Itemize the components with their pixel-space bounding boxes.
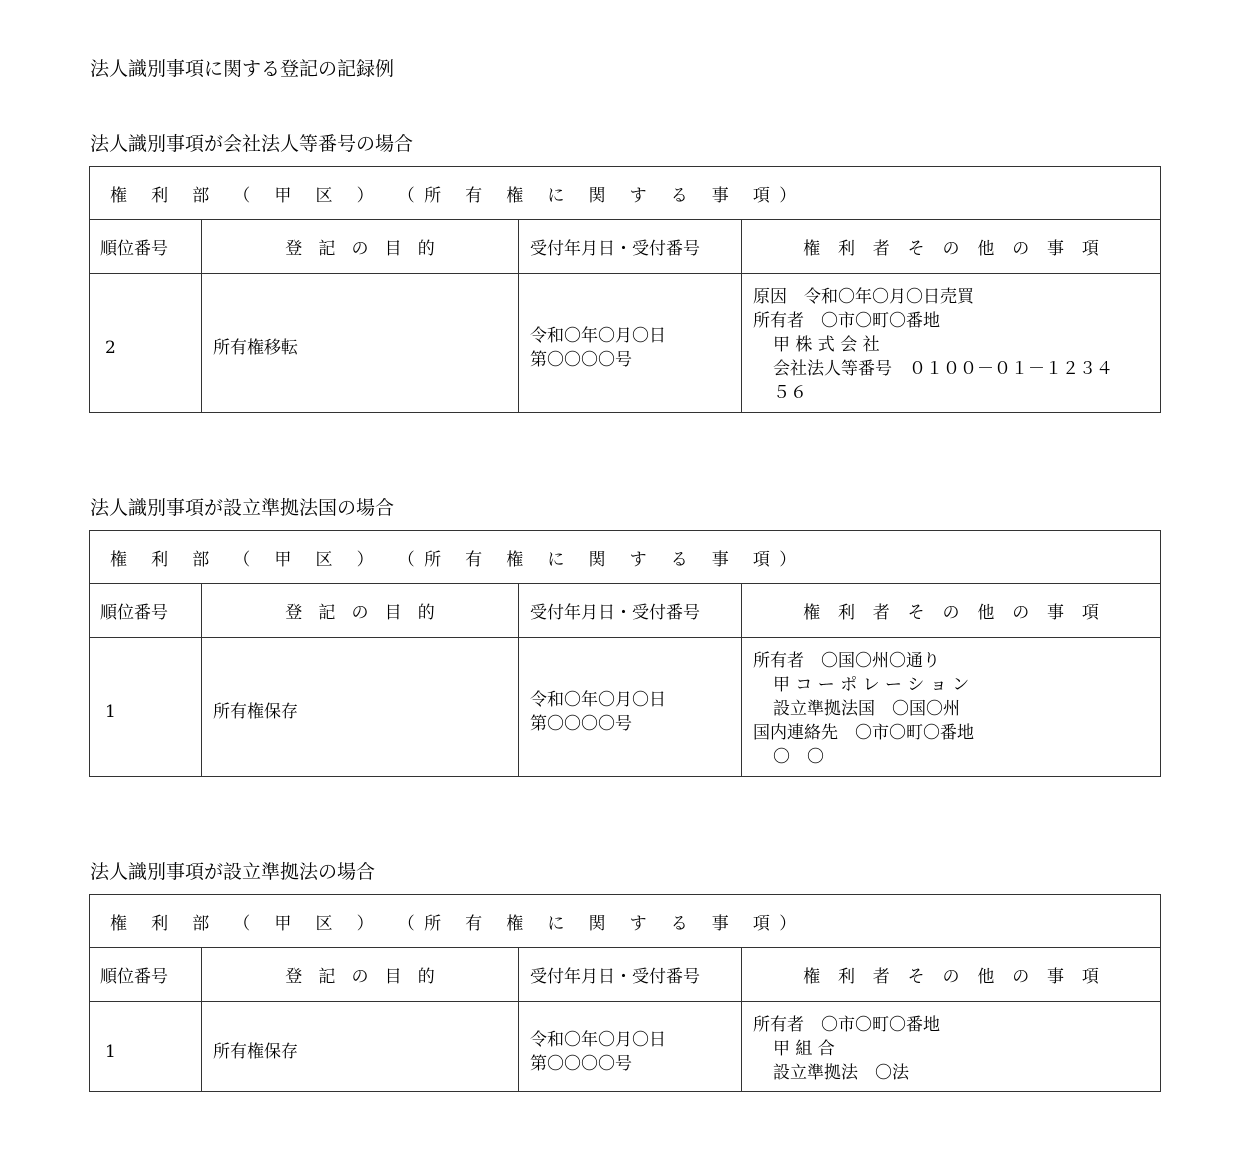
other-cell	[742, 638, 1161, 777]
section-title-governing-law: 法人識別事項が設立準拠法の場合	[90, 861, 376, 883]
other-line: 国内連絡先 〇市〇町〇番地	[753, 723, 974, 743]
col-header-purpose: 登記の目的	[202, 220, 519, 274]
other-line: 会社法人等番号 ０１００－０１－１２３４	[773, 359, 1113, 379]
register-table-corporate-number	[89, 166, 1161, 413]
register-table-governing-law	[89, 894, 1161, 1092]
rank-cell: 2	[90, 274, 202, 413]
col-header-other: 権利者その他の事項	[742, 584, 1161, 638]
col-header-rank: 順位番号	[90, 584, 202, 638]
other-line: 甲 株 式 会 社	[773, 335, 880, 355]
other-line: 設立準拠法 〇法	[773, 1062, 909, 1083]
other-cell	[742, 1002, 1161, 1092]
sheet-header: 権 利 部 （ 甲 区 ） （所 有 権 に 関 す る 事 項）	[90, 895, 1161, 948]
other-line: ５６	[773, 383, 807, 403]
col-header-receipt: 受付年月日・受付番号	[519, 220, 742, 274]
receipt-number: 第〇〇〇〇号	[530, 714, 632, 734]
col-header-purpose: 登記の目的	[202, 584, 519, 638]
receipt-number: 第〇〇〇〇号	[530, 1053, 632, 1074]
col-header-receipt: 受付年月日・受付番号	[519, 584, 742, 638]
col-header-rank: 順位番号	[90, 220, 202, 274]
purpose-cell: 所有権保存	[202, 1002, 519, 1092]
col-header-other: 権利者その他の事項	[742, 220, 1161, 274]
other-line: 所有者 〇市〇町〇番地	[753, 311, 940, 331]
other-line: 所有者 〇国〇州〇通り	[753, 651, 940, 671]
receipt-date: 令和〇年〇月〇日	[530, 690, 666, 710]
other-line: 設立準拠法国 〇国〇州	[773, 699, 960, 719]
rank-cell: 1	[90, 1002, 202, 1092]
receipt-date: 令和〇年〇月〇日	[530, 326, 666, 346]
section-title-incorporation-country: 法人識別事項が設立準拠法国の場合	[90, 497, 395, 519]
other-line: 〇 〇	[773, 747, 824, 767]
other-line: 甲 コ ー ポ レ ー シ ョ ン	[773, 675, 970, 695]
rank-cell: 1	[90, 638, 202, 777]
page-title: 法人識別事項に関する登記の記録例	[90, 58, 395, 80]
other-line: 原因 令和〇年〇月〇日売買	[753, 287, 974, 307]
purpose-cell: 所有権移転	[202, 274, 519, 413]
col-header-rank: 順位番号	[90, 948, 202, 1002]
other-cell	[742, 274, 1161, 413]
col-header-receipt: 受付年月日・受付番号	[519, 948, 742, 1002]
section-title-corporate-number: 法人識別事項が会社法人等番号の場合	[90, 133, 414, 155]
receipt-cell	[519, 274, 742, 413]
purpose-cell: 所有権保存	[202, 638, 519, 777]
register-table-incorporation-country	[89, 530, 1161, 777]
col-header-purpose: 登記の目的	[202, 948, 519, 1002]
sheet-header: 権 利 部 （ 甲 区 ） （所 有 権 に 関 す る 事 項）	[90, 167, 1161, 220]
receipt-cell	[519, 1002, 742, 1092]
receipt-number: 第〇〇〇〇号	[530, 350, 632, 370]
other-line: 甲 組 合	[773, 1038, 835, 1059]
receipt-cell	[519, 638, 742, 777]
other-line: 所有者 〇市〇町〇番地	[753, 1014, 940, 1035]
col-header-other: 権利者その他の事項	[742, 948, 1161, 1002]
receipt-date: 令和〇年〇月〇日	[530, 1029, 666, 1050]
sheet-header: 権 利 部 （ 甲 区 ） （所 有 権 に 関 す る 事 項）	[90, 531, 1161, 584]
